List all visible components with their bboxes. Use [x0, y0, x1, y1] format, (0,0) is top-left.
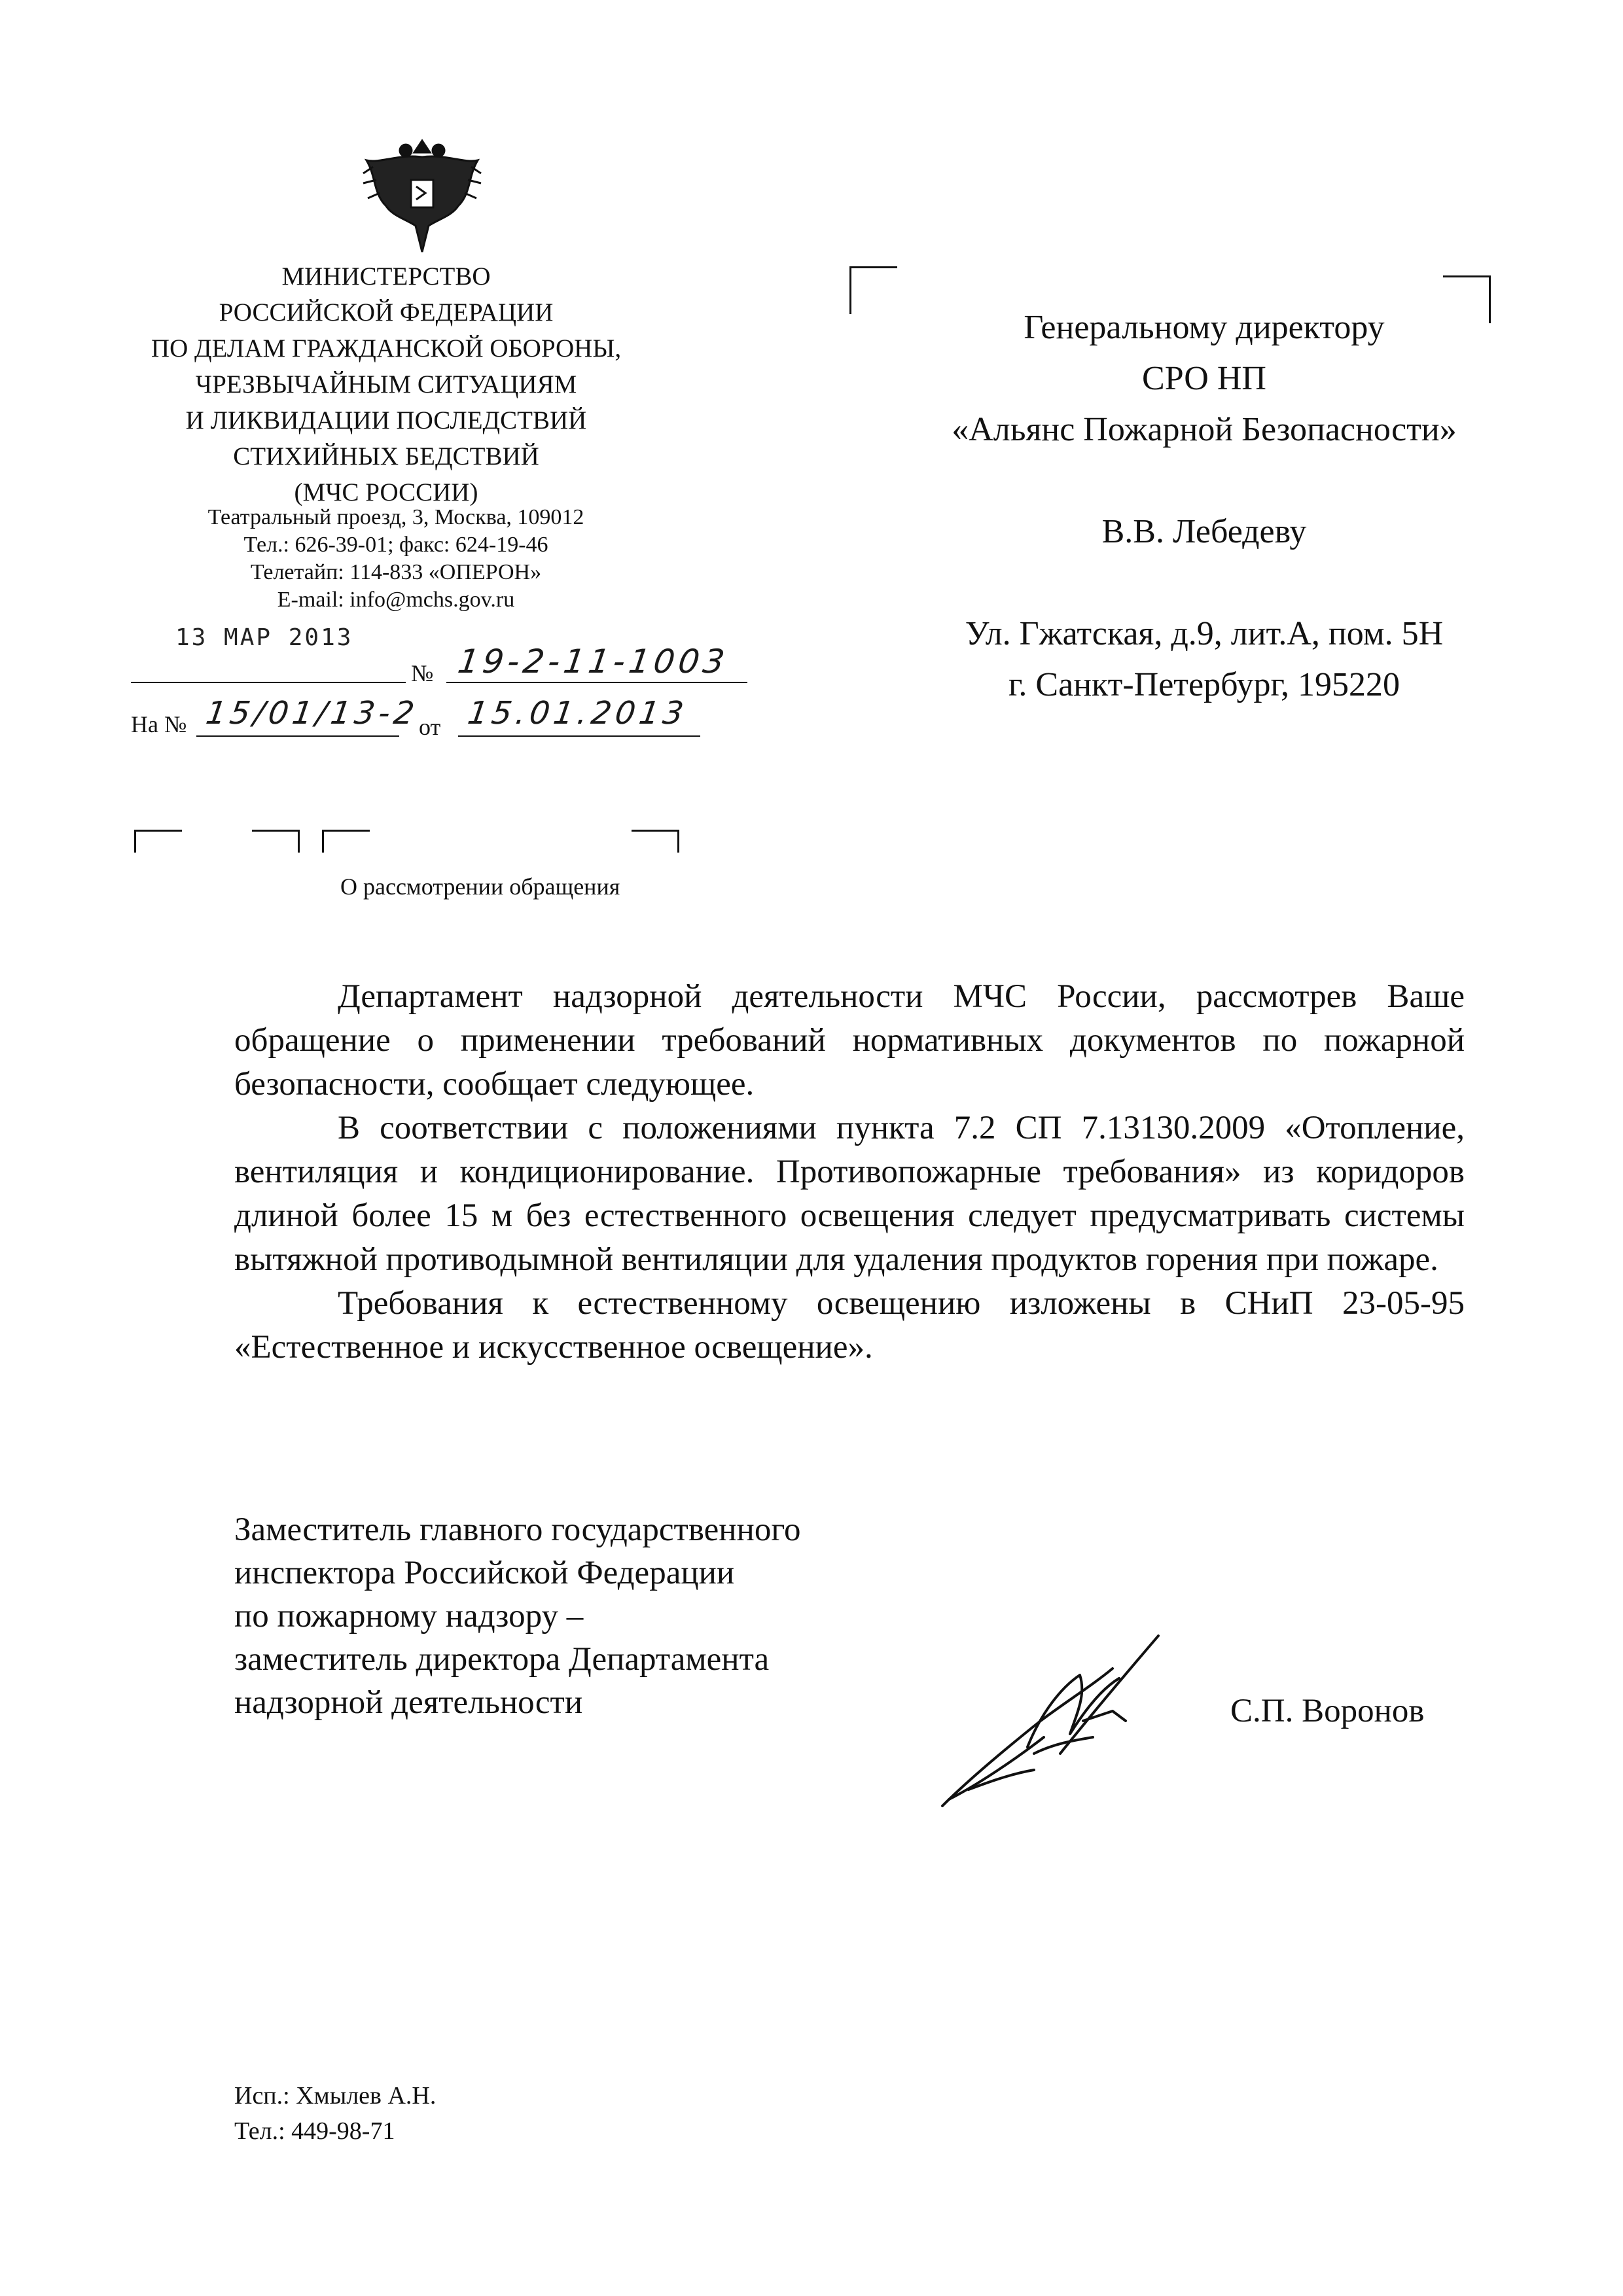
handwritten-signature — [929, 1623, 1178, 1819]
sender-address — [151, 504, 641, 614]
subject-bracket-3 — [322, 830, 370, 853]
ministry-line: РОССИЙСКОЙ ФЕДЕРАЦИИ — [219, 298, 554, 327]
number-underline — [446, 682, 747, 683]
ministry-line: И ЛИКВИДАЦИИ ПОСЛЕДСТВИЙ — [185, 406, 587, 434]
letter-body — [234, 975, 1465, 1369]
coat-of-arms-icon — [353, 128, 491, 258]
reply-to-number-handwritten: 15/01/13-2 — [204, 695, 421, 732]
date-underline — [131, 682, 406, 683]
ministry-line: ЧРЕЗВЫЧАЙНЫМ СИТУАЦИЯМ — [195, 370, 577, 398]
ministry-line: МИНИСТЕРСТВО — [281, 262, 491, 291]
addressee-org-name: «Альянс Пожарной Безопасности» — [952, 411, 1457, 448]
ministry-name — [151, 258, 622, 510]
reply-to-underline — [196, 735, 399, 737]
from-label: от — [419, 714, 441, 740]
position-line: заместитель директора Департамента — [234, 1641, 770, 1678]
ministry-line: ПО ДЕЛАМ ГРАЖДАНСКОЙ ОБОРОНЫ, — [151, 334, 622, 362]
subject-bracket-4 — [632, 830, 679, 853]
addressee-org-type: СРО НП — [1142, 360, 1266, 397]
from-underline — [458, 735, 700, 737]
position-line: Заместитель главного государственного — [234, 1511, 801, 1548]
letter-subject: О рассмотрении обращения — [340, 874, 620, 900]
executor-info — [234, 2078, 436, 2149]
email-line: E-mail: info@mchs.gov.ru — [277, 588, 515, 612]
addressee-position: Генеральному директору — [1024, 309, 1385, 346]
body-paragraph: Требования к естественному освещению изложены в СНиП 23-05-95 «Естественное и искусственное освещение». — [234, 1285, 1465, 1366]
addressee-street: Ул. Гжатская, д.9, лит.А, пом. 5Н — [965, 615, 1444, 652]
ministry-line: СТИХИЙНЫХ БЕДСТВИЙ — [233, 442, 539, 470]
addressee-city: г. Санкт-Петербург, 195220 — [1008, 666, 1400, 703]
from-date-handwritten: 15.01.2013 — [465, 695, 690, 732]
body-paragraph: Департамент надзорной деятельности МЧС России, рассмотрев Ваше обращение о применении требований нормативных документов по пожарной безопасности, сообщает следующее. — [234, 978, 1465, 1103]
position-line: по пожарному надзору – — [234, 1598, 584, 1634]
executor-phone: Тел.: 449-98-71 — [234, 2117, 395, 2145]
signer-name: С.П. Воронов — [1230, 1693, 1425, 1729]
position-line: инспектора Российской Федерации — [234, 1555, 735, 1591]
signatory-position — [234, 1508, 954, 1724]
addressee-block — [877, 302, 1531, 711]
reply-to-label: На № — [131, 711, 187, 737]
ministry-line: (МЧС РОССИИ) — [294, 478, 478, 506]
position-line: надзорной деятельности — [234, 1684, 583, 1721]
registration-stamp-date: 13 МАР 2013 — [175, 624, 353, 651]
addressee-name: В.В. Лебедеву — [1101, 513, 1307, 550]
number-label: № — [411, 660, 434, 686]
subject-bracket-2 — [252, 830, 300, 853]
executor-name: Исп.: Хмылев А.Н. — [234, 2082, 437, 2110]
body-paragraph: В соответствии с положениями пункта 7.2 СП 7.13130.2009 «Отопление, вентиляция и кондиционирование. Противопожарные требования» из коридоров длиной более 15 м без естественного освещения следует предусматривать системы вытяжной противодымной вентиляции для удаления продуктов горения при пожаре. — [234, 1110, 1465, 1278]
phone-line: Тел.: 626-39-01; факс: 624-19-46 — [243, 533, 548, 557]
address-line: Театральный проезд, 3, Москва, 109012 — [207, 505, 584, 529]
outgoing-number-handwritten: 19-2-11-1003 — [455, 643, 731, 680]
subject-bracket-1 — [134, 830, 182, 853]
teletype-line: Телетайп: 114-833 «ОПЕРОН» — [250, 560, 542, 584]
